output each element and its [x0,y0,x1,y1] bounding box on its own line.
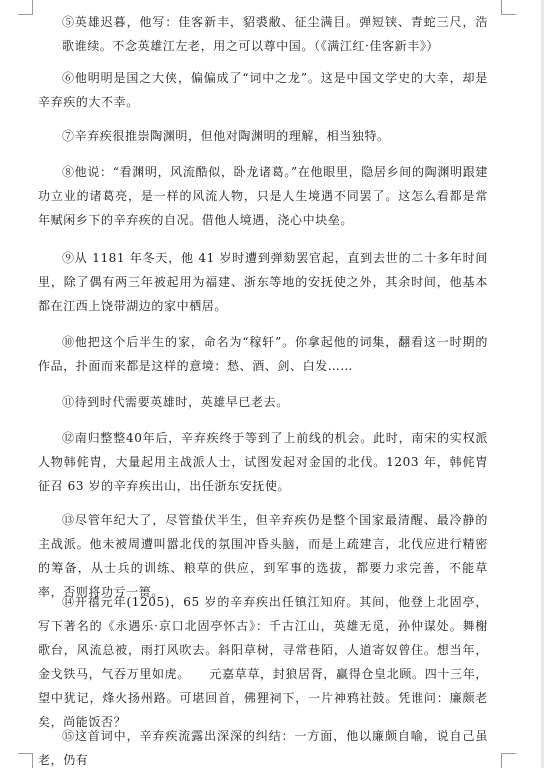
paragraph-6: ⑥他明明是国之大侠，偏偏成了“词中之龙”。这是中国文学史的大幸，却是辛弃疾的大不幸。 [38,71,488,109]
paragraph-9: ⑨从 1181 年冬天，他 41 岁时遭到弹劾罢官起，直到去世的二十多年时间里，除了偶有两三年被起用为福建、浙东等地的安抚使之外，其余时间，他基本都在江西上饶带湖边的家中栖居。 [38,251,488,313]
page-corner-mark [501,0,516,15]
paragraph-13: ⑬尽管年纪大了，尽管蛰伏半生，但辛弃疾仍是整个国家最清醒、最冷静的主战派。他未被周遭叫嚣北伐的氛围冲昏头脑，而是上疏建言，北伐应进行精密的筹备，从士兵的训练、粮草的供应，到军事的选拔，都要力求完善，不能草率，否则将功亏一篑。 [38,513,488,599]
paragraph-8: ⑧他说：“看渊明，风流酷似，卧龙诸葛。”在他眼里，隐居乡间的陶渊明跟建功立业的诸葛亮，是一样的风流人物，只是人生境遇不同罢了。这怎么看都是常年赋闲乡下的辛弃疾的自况。借他人境遇，浇心中块垒。 [38,165,488,227]
paragraph-11: ⑪待到时代需要英雄时，英雄早已老去。 [62,395,289,409]
paragraph-15: ⑮这首词中，辛弃疾流露出深深的纠结：一方面，他以廉颇自喻，说自己虽老，仍有 [38,729,488,767]
page-corner-mark [18,753,33,768]
paragraph-14: ⑭开禧元年(1205)，65 岁的辛弃疾出任镇江知府。其间，他登上北固亭，写下著名的《永遇乐·京口北固亭怀古》：千古江山，英雄无觅，孙仲谋处。舞榭歌台，风流总被，雨打风吹去。斜阳草树，寻常巷陌，人道寄奴曾住。想当年，金戈铁马，气吞万里如虎。 元嘉草草，封狼居胥，赢得仓皇北顾。四十三年，望中犹记，烽火扬州路。可堪回首，佛狸祠下，一片神鸦社鼓。凭谁问：廉颇老矣，尚能饭否？ [38,595,488,729]
page-corner-mark [501,753,516,768]
paragraph-10: ⑩他把这个后半生的家，命名为“稼轩”。你拿起他的词集，翻看这一时期的作品，扑面而来都是这样的意境：愁、酒、剑、白发…… [38,335,488,373]
paragraph-12: ⑫南归整整40年后，辛弃疾终于等到了上前线的机会。此时，南宋的实权派人物韩侂胄，大量起用主战派人士，试图发起对金国的北伐。1203 年，韩侂胄征召 63 岁的辛弃疾出山，出任浙东安抚使。 [38,431,488,493]
paragraph-5: ⑤英雄迟暮，他写：佳客新丰，貂裘敝、征尘满目。弹短铗、青蛇三尺，浩歌谁续。不念英雄江左老，用之可以尊中国。（《满江红·佳客新丰》） [62,15,488,53]
paragraph-7: ⑦辛弃疾很推崇陶渊明，但他对陶渊明的理解，相当独特。 [62,129,390,143]
page-corner-mark [18,0,33,15]
